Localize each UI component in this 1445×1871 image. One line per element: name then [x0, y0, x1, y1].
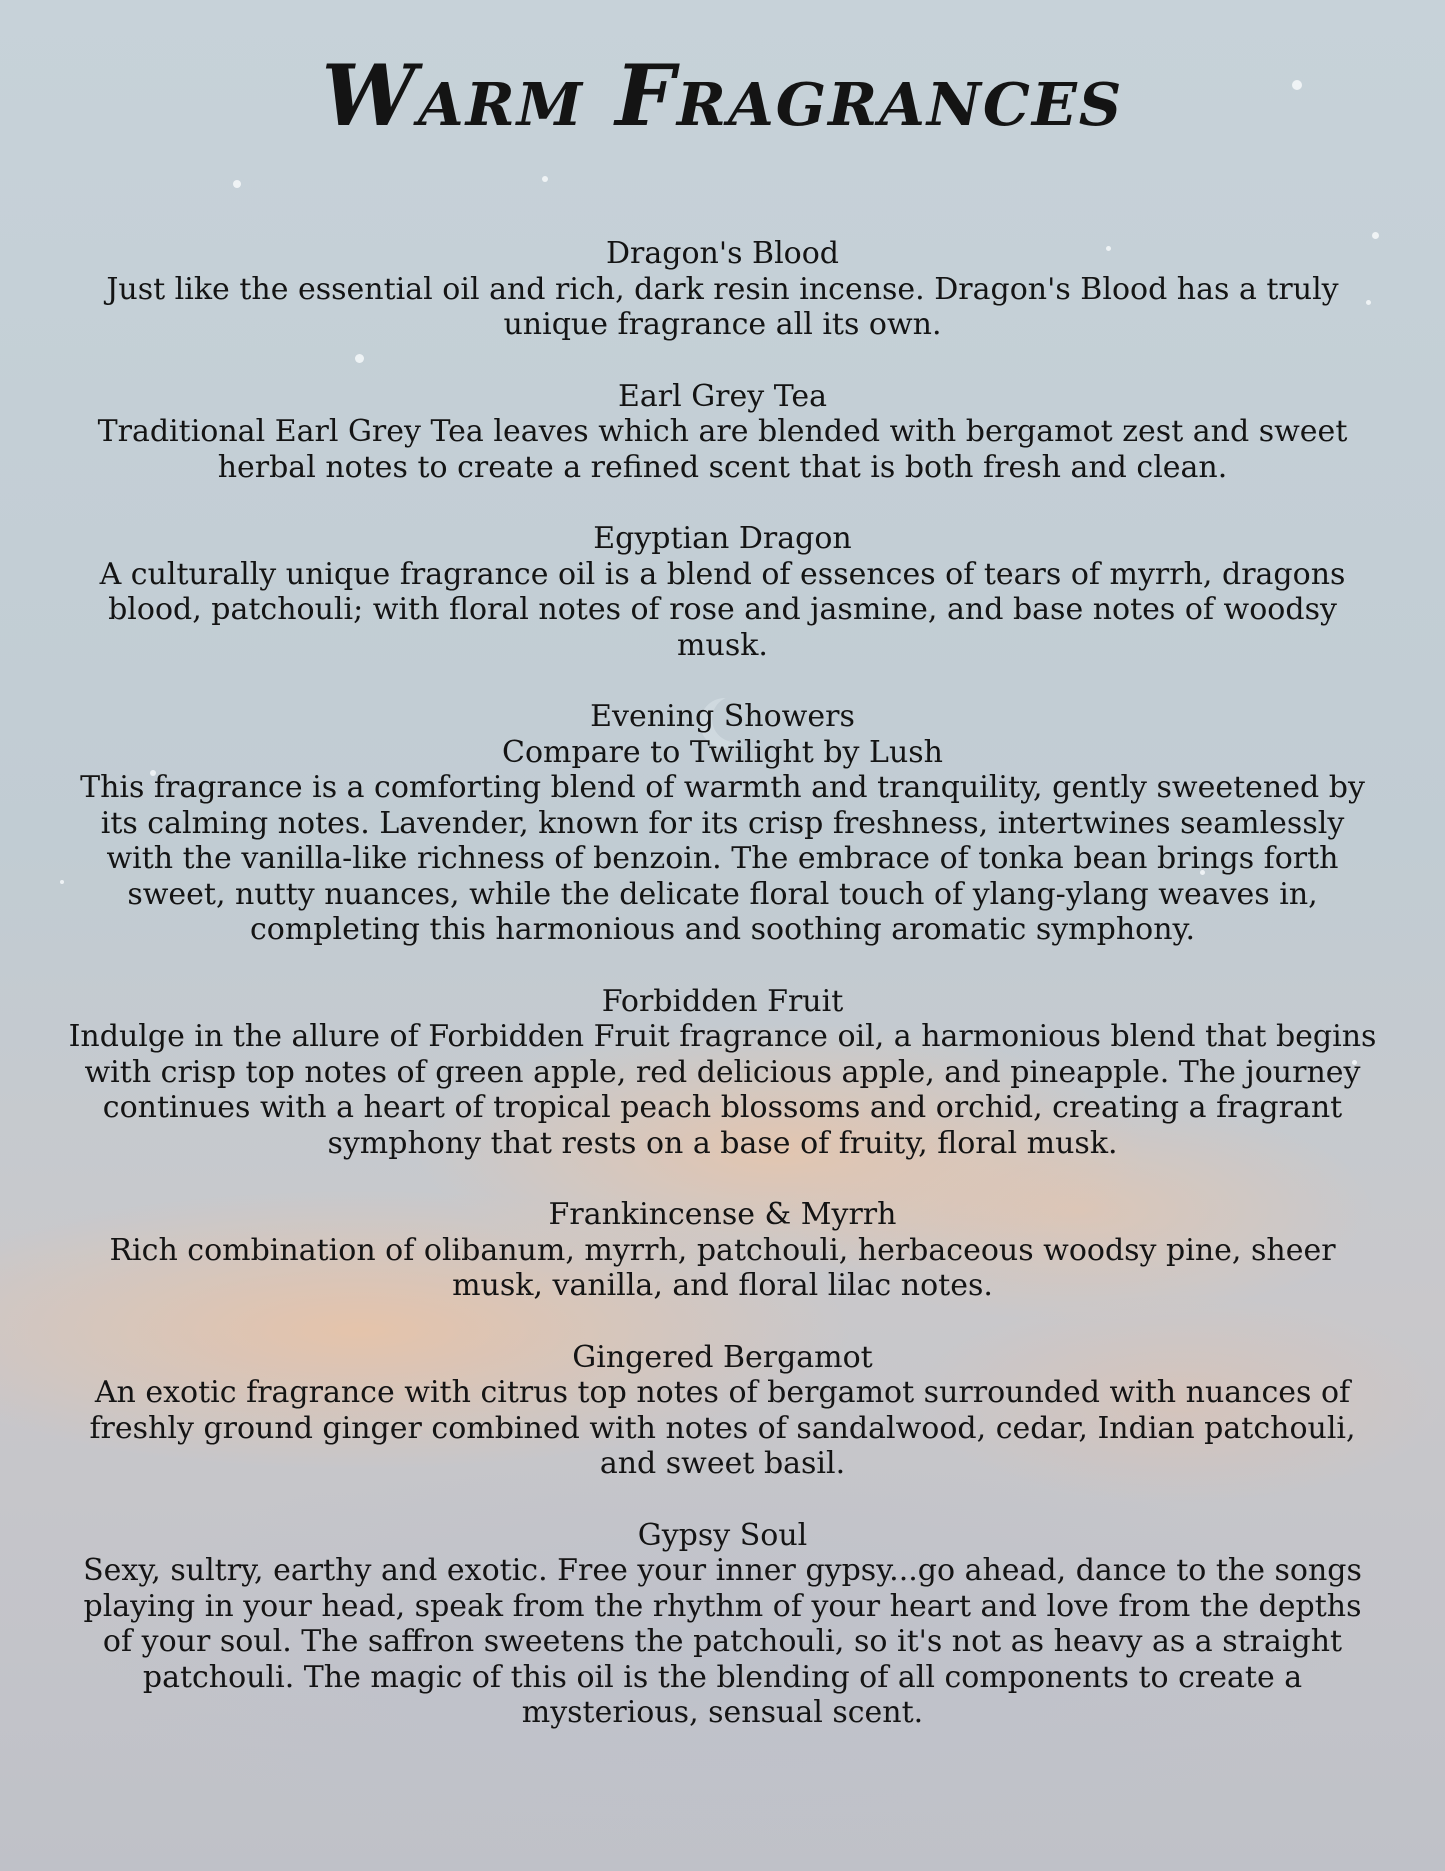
star-decoration: [233, 180, 241, 188]
fragrance-name: Earl Grey Tea: [617, 378, 828, 414]
fragrance-entry: [60, 984, 1385, 1162]
fragrance-description: Rich combination of olibanum, myrrh, patchouli, herbaceous woodsy pine, sheer musk, vanilla, and floral lilac notes.: [109, 1232, 1336, 1303]
fragrance-description: A culturally unique fragrance oil is a blend of essences of tears of myrrh, dragons blood, patchouli; with floral notes of rose and jasmine, and base notes of woodsy musk.: [99, 556, 1346, 663]
fragrance-description: Indulge in the allure of Forbidden Fruit fragrance oil, a harmonious blend that begins with crisp top notes of green apple, red delicious apple, and pineapple. The journey continues with a heart of tropical peach blossoms and orchid, creating a fragrant symphony that rests on a base of fruity, floral musk.: [68, 1019, 1377, 1161]
fragrance-name: Gypsy Soul: [637, 1517, 808, 1553]
fragrance-subtitle: Compare to Twilight by Lush: [501, 734, 943, 770]
fragrance-entry: [60, 1197, 1385, 1304]
fragrance-name: Gingered Bergamot: [572, 1339, 873, 1375]
fragrance-entry: [60, 236, 1385, 343]
fragrance-entry: [60, 379, 1385, 486]
fragrance-description: Traditional Earl Grey Tea leaves which are blended with bergamot zest and sweet herbal notes to create a refined scent that is both fresh and clean.: [97, 414, 1348, 485]
page-title: Warm Fragrances: [321, 46, 1124, 145]
fragrance-name: Evening Showers: [590, 699, 855, 734]
fragrance-description: Just like the essential oil and rich, dark resin incense. Dragon's Blood has a truly unique fragrance all its own.: [106, 271, 1339, 342]
fragrance-description: Sexy, sultry, earthy and exotic. Free your inner gypsy...go ahead, dance to the songs playing in your head, speak from the rhythm of your heart and love from the depths of your soul. The saffron sweetens the patchouli, so it's not as heavy as a straight patchouli. The magic of this oil is the blending of all components to create a mysterious, sensual scent.: [83, 1553, 1362, 1730]
fragrance-name: Dragon's Blood: [605, 236, 839, 271]
fragrance-entry: [60, 1518, 1385, 1731]
fragrance-name: Frankincense & Myrrh: [548, 1197, 897, 1232]
fragrance-description: This fragrance is a comforting blend of warmth and tranquility, gently sweetened by its calming notes. Lavender, known for its crisp freshness, intertwines seamlessly with the vanilla-like richness of benzoin. The embrace of tonka bean brings forth sweet, nutty nuances, while the delicate floral touch of ylang-ylang weaves in, completing this harmonious and soothing aromatic symphony.: [80, 770, 1365, 947]
fragrance-name: Forbidden Fruit: [601, 983, 844, 1019]
fragrance-description: An exotic fragrance with citrus top notes of bergamot surrounded with nuances of freshly ground ginger combined with notes of sandalwood, cedar, Indian patchouli, and sweet basil.: [89, 1375, 1356, 1481]
fragrance-list: [60, 236, 1385, 1767]
star-decoration: [542, 176, 548, 182]
fragrance-entry: [60, 699, 1385, 948]
fragrance-entry: [60, 521, 1385, 663]
fragrance-entry: [60, 1340, 1385, 1482]
fragrance-name: Egyptian Dragon: [593, 521, 852, 556]
